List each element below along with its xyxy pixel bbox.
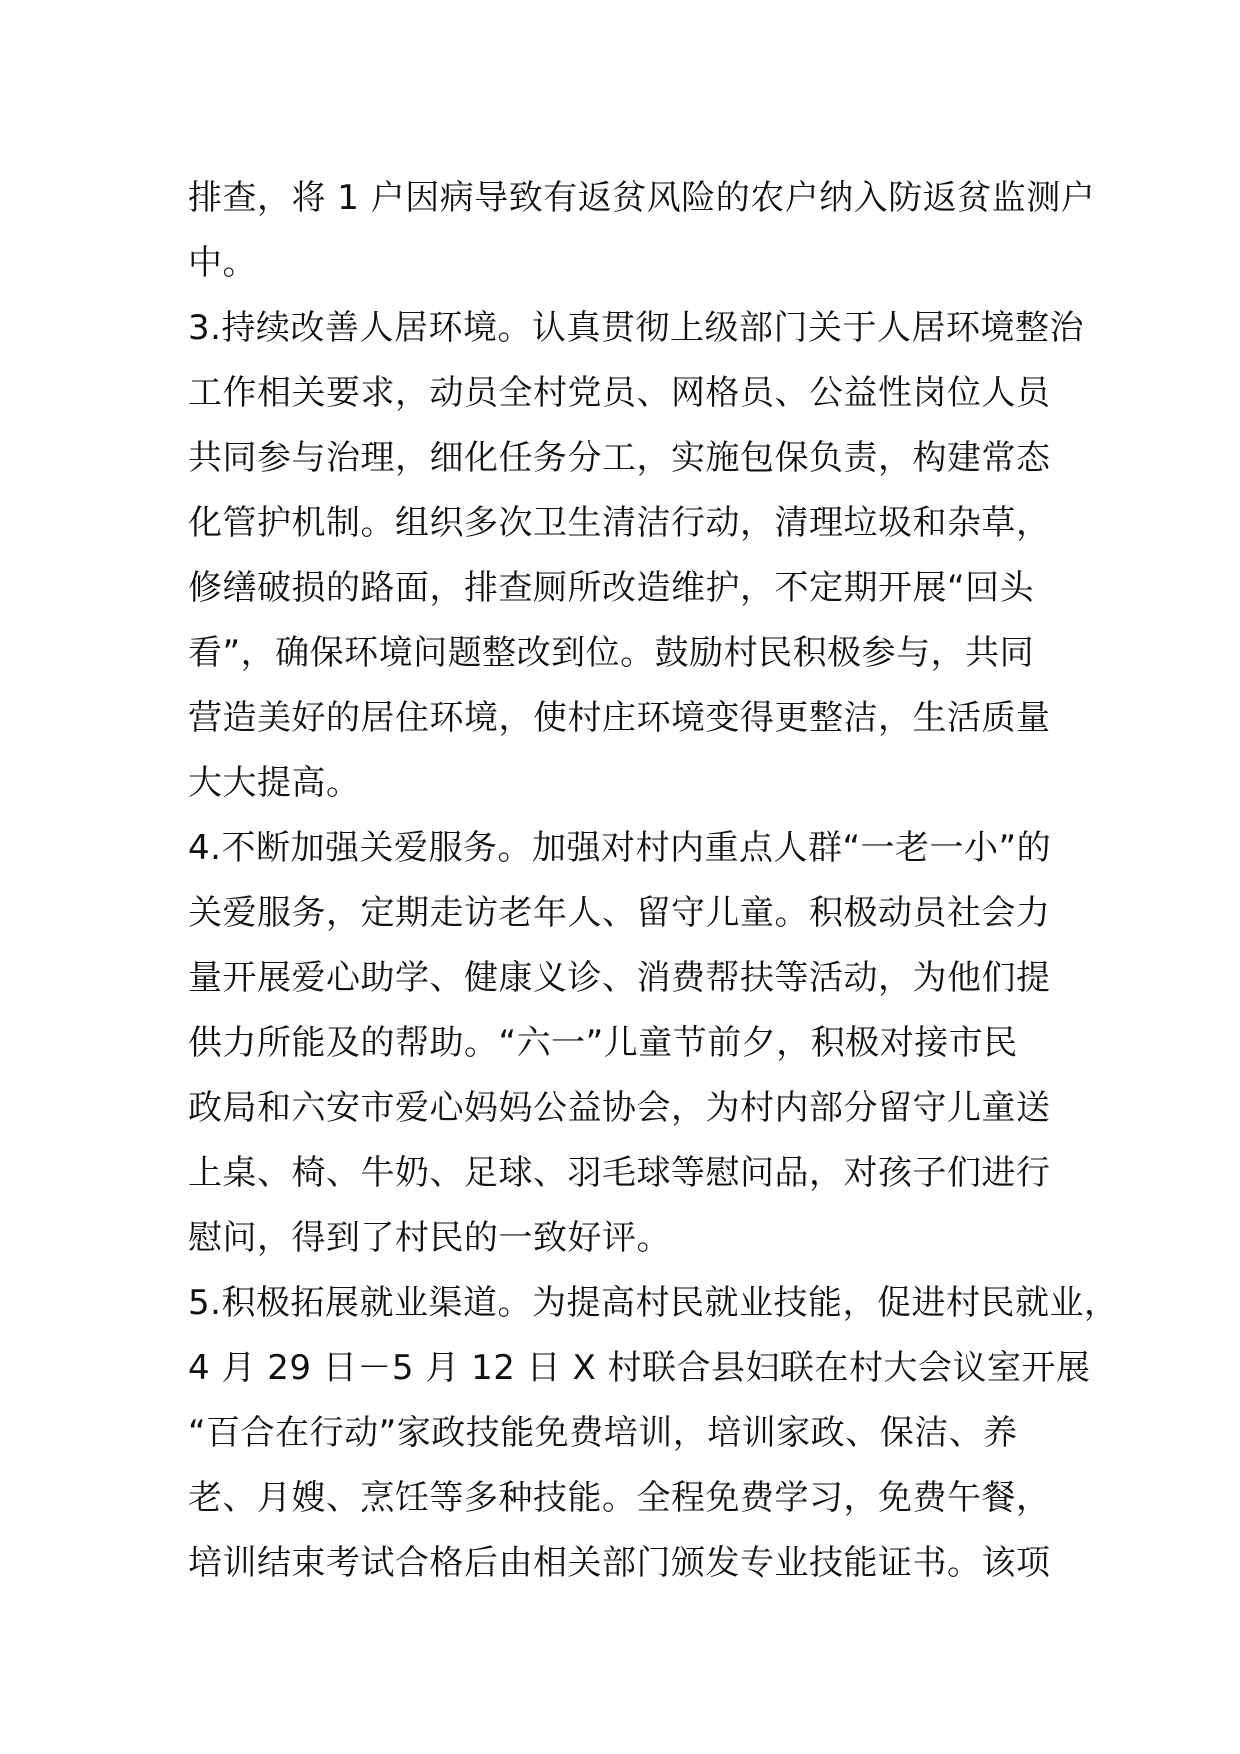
section-4-heading-line: 4.不断加强关爱服务。加强对村内重点人群“一老一小”的 bbox=[188, 828, 1052, 868]
text-line: 供力所能及的帮助。“六一”儿童节前夕，积极对接市民 bbox=[188, 1023, 1018, 1063]
document-body bbox=[188, 166, 1188, 1596]
text-line: 大大提高。 bbox=[188, 763, 361, 803]
text-line: 关爱服务，定期走访老年人、留守儿童。积极动员社会力 bbox=[188, 893, 1051, 933]
text-line: 中。 bbox=[188, 243, 257, 283]
text-line: “百合在行动”家政技能免费培训，培训家政、保洁、养 bbox=[188, 1413, 1018, 1453]
text-line: 看”，确保环境问题整改到位。鼓励村民积极参与，共同 bbox=[188, 633, 1035, 673]
text-line: 排查，将 1 户因病导致有返贫风险的农户纳入防返贫监测户 bbox=[188, 178, 1096, 218]
text-line: 政局和六安市爱心妈妈公益协会，为村内部分留守儿童送 bbox=[188, 1088, 1051, 1128]
text-line: 营造美好的居住环境，使村庄环境变得更整洁，生活质量 bbox=[188, 698, 1051, 738]
text-line: 慰问，得到了村民的一致好评。 bbox=[188, 1218, 671, 1258]
text-line: 上桌、椅、牛奶、足球、羽毛球等慰问品，对孩子们进行 bbox=[188, 1153, 1051, 1193]
text-line: 修缮破损的路面，排查厕所改造维护，不定期开展“回头 bbox=[188, 568, 1035, 608]
text-line: 老、月嫂、烹饪等多种技能。全程免费学习，免费午餐， bbox=[188, 1478, 1051, 1518]
text-line: 量开展爱心助学、健康义诊、消费帮扶等活动，为他们提 bbox=[188, 958, 1051, 998]
text-line: 4 月 29 日－5 月 12 日 X 村联合县妇联在村大会议室开展 bbox=[188, 1348, 1091, 1388]
text-line: 培训结束考试合格后由相关部门颁发专业技能证书。该项 bbox=[188, 1543, 1051, 1583]
text-line: 工作相关要求，动员全村党员、网格员、公益性岗位人员 bbox=[188, 373, 1051, 413]
section-3-heading-line: 3.持续改善人居环境。认真贯彻上级部门关于人居环境整治 bbox=[188, 308, 1084, 348]
section-5-heading-line: 5.积极拓展就业渠道。为提高村民就业技能，促进村民就业， bbox=[188, 1283, 1119, 1323]
text-line: 共同参与治理，细化任务分工，实施包保负责，构建常态 bbox=[188, 438, 1051, 478]
text-line: 化管护机制。组织多次卫生清洁行动，清理垃圾和杂草， bbox=[188, 503, 1051, 543]
